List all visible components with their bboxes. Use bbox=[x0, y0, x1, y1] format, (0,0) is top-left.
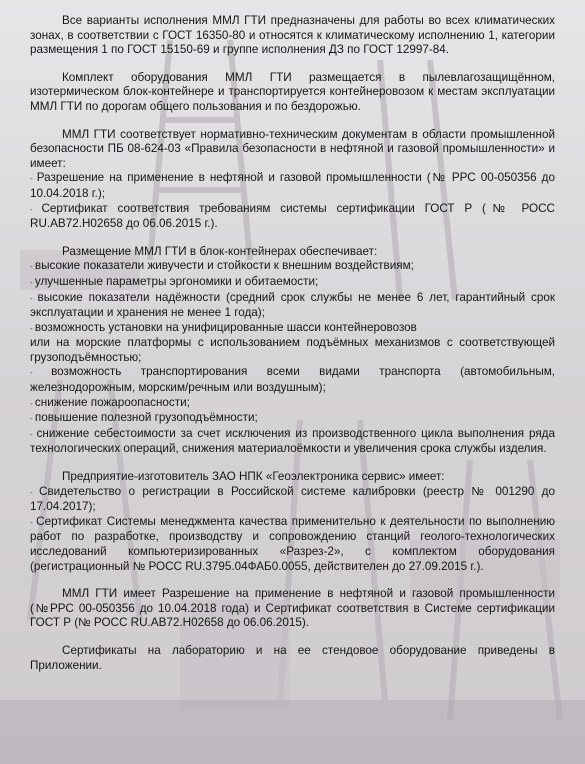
list-item: - улучшенные параметры эргономики и обитаемости; bbox=[30, 275, 555, 291]
list-item: - Сертификат соответствия требованиям системы сертификации ГОСТ Р (№ РОСС RU.АВ72.Н02658 до 06.06.2015 г.). bbox=[30, 202, 555, 232]
list-item: - возможность транспортирования всеми видами транспорта (автомобильным, железнодорожным, морским/речным или воздушным); bbox=[30, 365, 555, 395]
paragraph-safety-compliance: ММЛ ГТИ соответствует нормативно-техническим документам в области промышленной безопасности ПБ 08-624-03 «Правила безопасности в нефтяной и газовой промышленности» и имеет: bbox=[30, 127, 555, 170]
paragraph-equipment-placement: Комплект оборудования ММЛ ГТИ размещается в пылевлагозащищённом, изотермическом блок-контейнере и транспортируется контейнеровозом к местам эксплуатации ММЛ ГТИ по дорогам общего пользования и по бездорожью. bbox=[30, 70, 555, 113]
list-item: - снижение себестоимости за счет исключения из производственного цикла выполнения ряда технологических операций, снижения материалоёмкости и увеличения срока службы изделия. bbox=[30, 427, 555, 457]
paragraph-climate: Все варианты исполнения ММЛ ГТИ предназначены для работы во всех климатических зонах, в соответствии с ГОСТ 16350-80 и относятся к климатическому исполнению 1, категории размещения 1 по ГОСТ 15150-69 и группе исполнения ДЗ по ГОСТ 12997-84. bbox=[30, 14, 555, 57]
paragraph-certificates: Сертификаты на лабораторию и на ее стендовое оборудование приведены в Приложении. bbox=[30, 643, 555, 672]
list-item: - Свидетельство о регистрации в Российской системе калибровки (реестр № 001290 до 17.04.2017); bbox=[30, 485, 555, 515]
list-item: - Сертификат Системы менеджмента качества применительно к деятельности по выполнению работ по разработке, производству и сопровождению станций геолого-технологических исследований компьютеризированных «Разрез-2», с комплектом оборудования (регистрационный № РОСС RU.3795.04ФАБ0.0055, действителен до 27.09.2015 г.). bbox=[30, 515, 555, 574]
list-item: - Разрешение на применение в нефтяной и газовой промышленности (№ РРС 00-050356 до 10.04.2018 г.); bbox=[30, 171, 555, 201]
list-item: - высокие показатели надёжности (средний срок службы не менее 6 лет, гарантийный срок эксплуатации и хранения не менее 1 года); bbox=[30, 291, 555, 321]
list-item: - снижение пожароопасности; bbox=[30, 396, 555, 412]
list-item: - возможность установки на унифицированные шасси контейнеровозов bbox=[30, 321, 555, 337]
paragraph-container-benefits: Размещение ММЛ ГТИ в блок-контейнерах обеспечивает: bbox=[62, 244, 378, 258]
list-item: - высокие показатели живучести и стойкости к внешним воздействиям; bbox=[30, 259, 555, 275]
list-item-continuation: или на морские платформы с использованием подъёмных механизмов с соответствующей грузоподъёмностью; bbox=[30, 336, 555, 364]
paragraph-manufacturer: Предприятие-изготовитель ЗАО НПК «Геоэлектроника сервис» имеет: bbox=[62, 470, 445, 484]
list-item: - повышение полезной грузоподъёмности; bbox=[30, 411, 555, 427]
paragraph-permits: ММЛ ГТИ имеет Разрешение на применение в нефтяной и газовой промышленности (№РРС 00-050356 до 10.04.2018 года) и Сертификат соответствия в Системе сертификации ГОСТ Р (№ РОСС RU.АВ72.Н02658 до 06.06.2015). bbox=[30, 587, 555, 630]
